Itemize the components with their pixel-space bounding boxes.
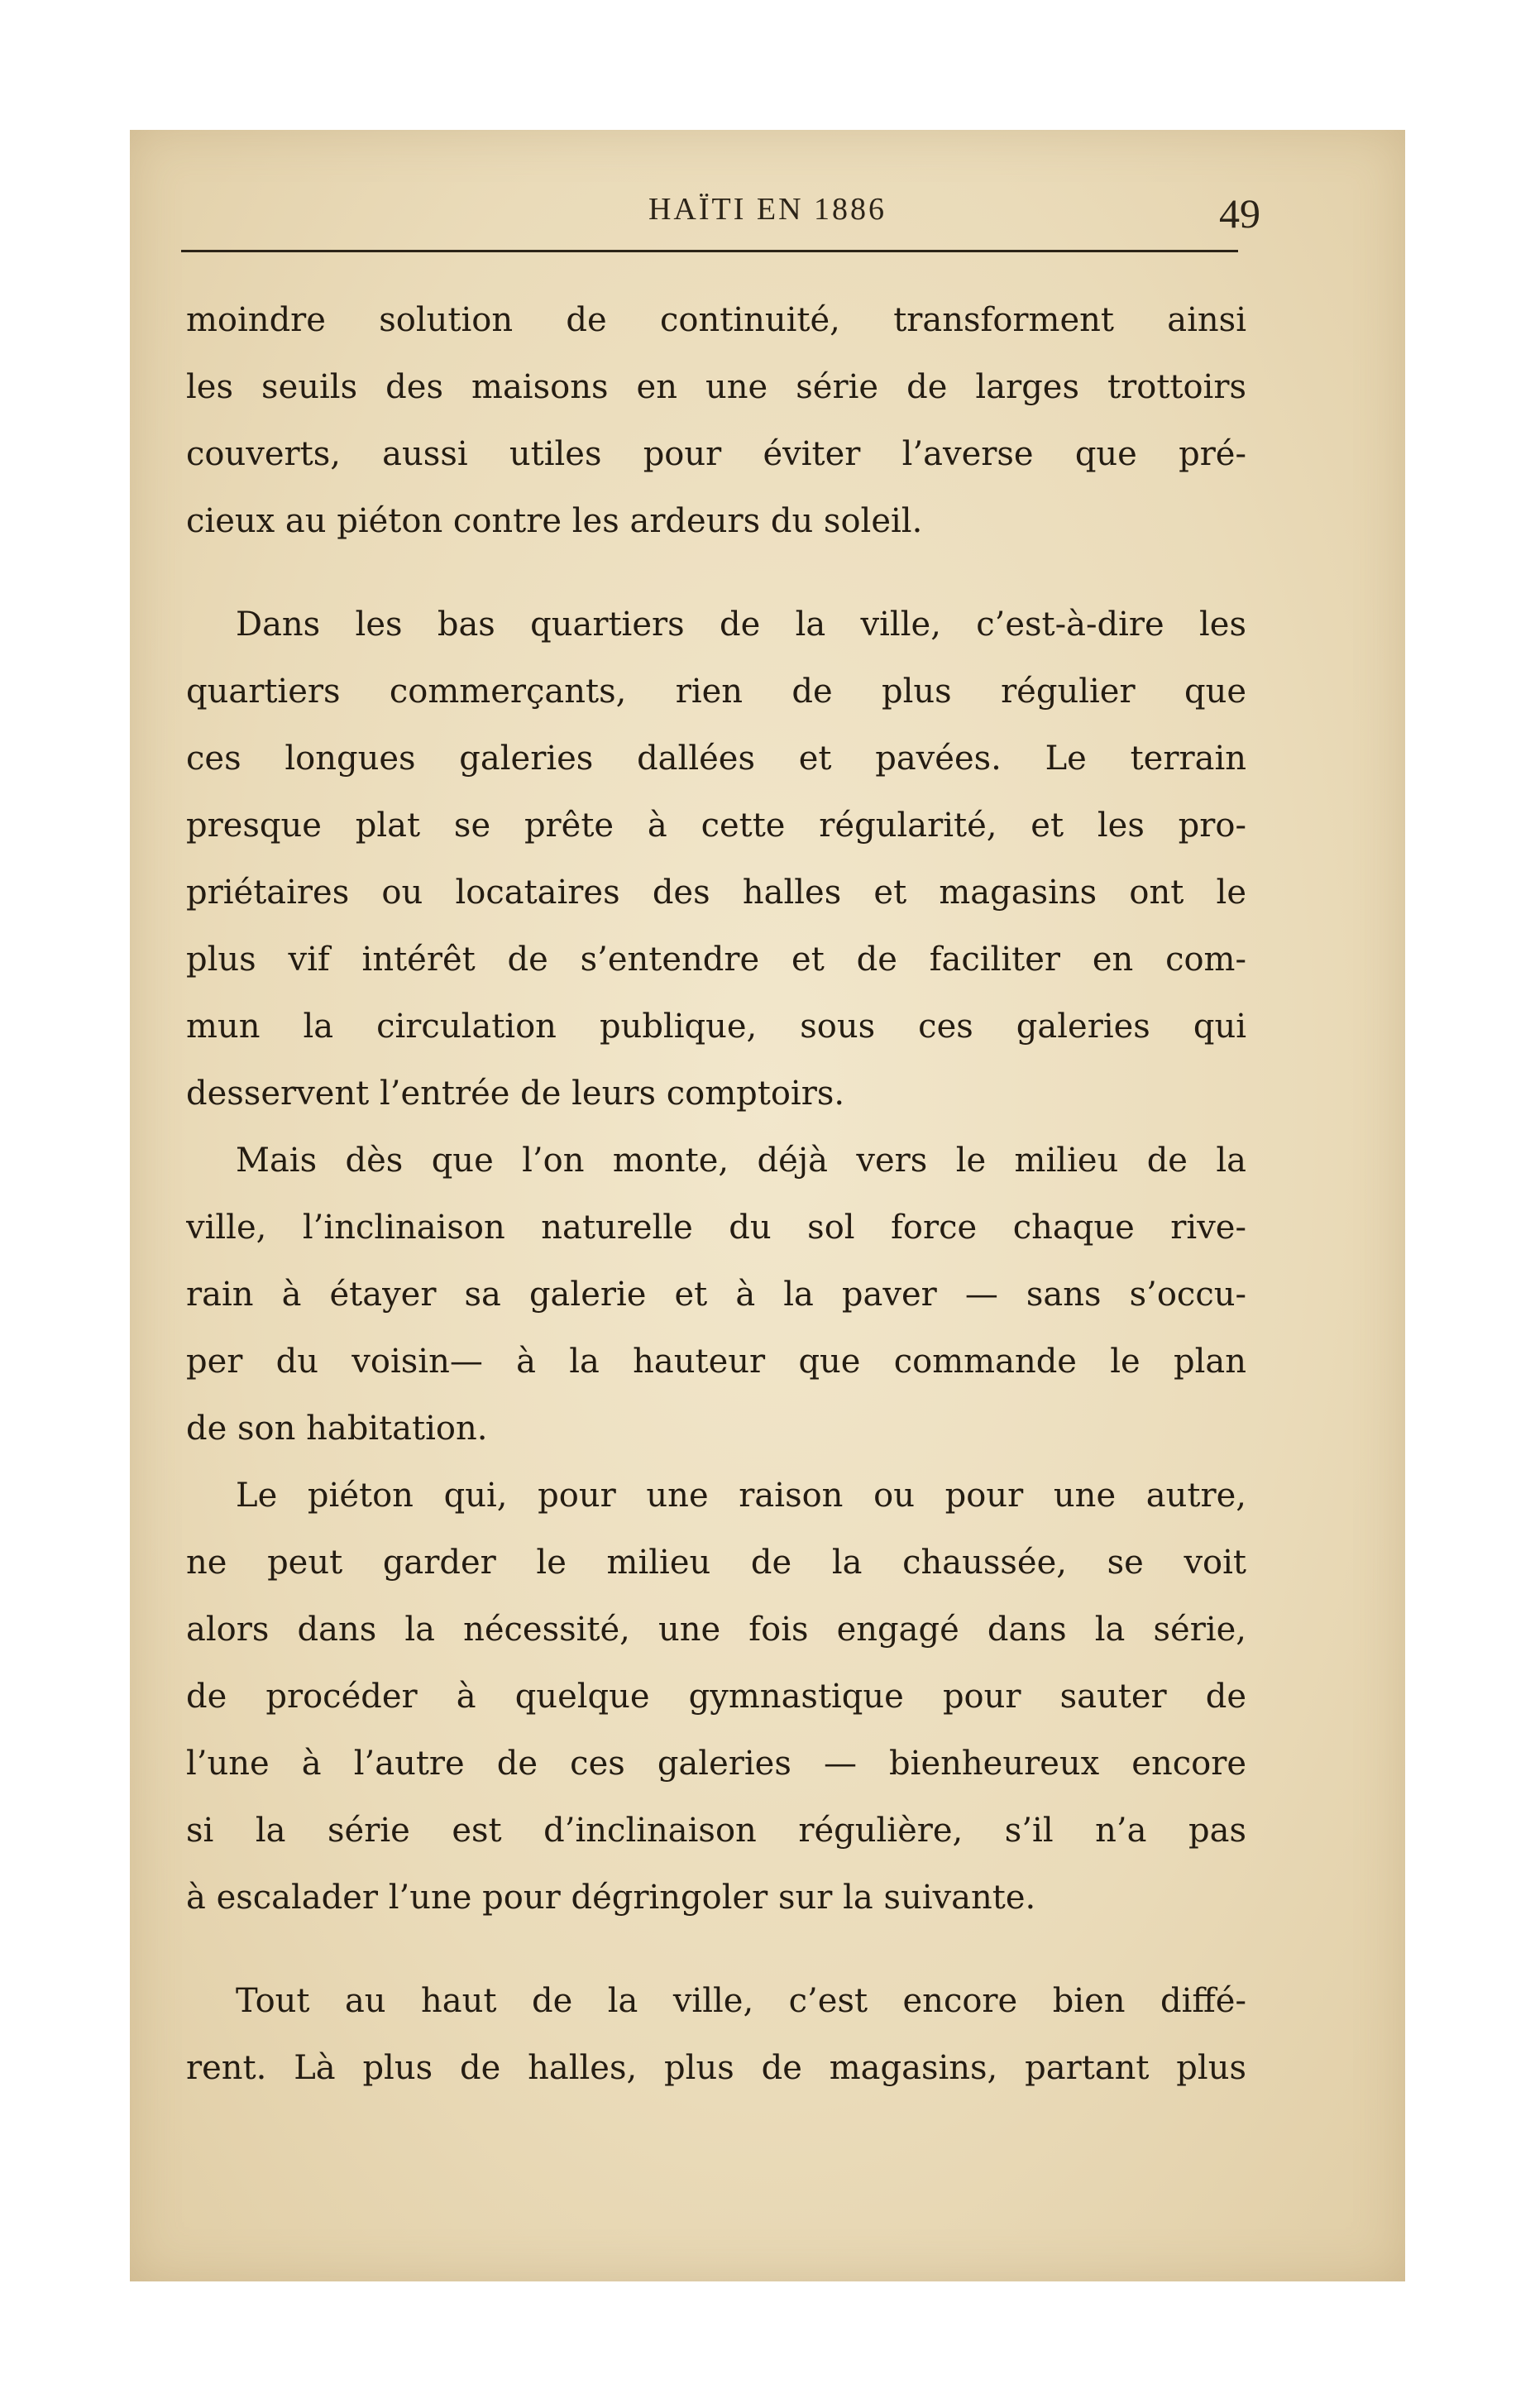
text-line: Dans les bas quartiers de la ville, c’est-à-dire les bbox=[236, 606, 1246, 644]
text-line: cieux au piéton contre les ardeurs du soleil. bbox=[186, 502, 923, 540]
text-line: plus vif intérêt de s’entendre et de faciliter en com- bbox=[186, 941, 1246, 979]
text-line: à escalader l’une pour dégringoler sur la suivante. bbox=[186, 1879, 1036, 1917]
body-text bbox=[186, 287, 1246, 2102]
text-line: desservent l’entrée de leurs comptoirs. bbox=[186, 1075, 845, 1113]
text-line: de son habitation. bbox=[186, 1410, 488, 1448]
running-title: HAÏTI EN 1886 bbox=[648, 192, 887, 227]
text-line: moindre solution de continuité, transforment ainsi bbox=[186, 301, 1246, 339]
paragraph-3 bbox=[186, 1127, 1246, 1463]
page-header bbox=[130, 180, 1405, 246]
text-line: couverts, aussi utiles pour éviter l’averse que pré- bbox=[186, 435, 1246, 473]
text-line: rain à étayer sa galerie et à la paver — sans s’occu- bbox=[186, 1276, 1246, 1314]
text-line: per du voisin— à la hauteur que commande le plan bbox=[186, 1343, 1246, 1381]
text-line: ne peut garder le milieu de la chaussée, se voit bbox=[186, 1544, 1246, 1582]
page-number: 49 bbox=[1219, 190, 1260, 237]
text-line: de procéder à quelque gymnastique pour sauter de bbox=[186, 1678, 1246, 1716]
text-line: l’une à l’autre de ces galeries — bienheureux encore bbox=[186, 1745, 1246, 1783]
text-line: Tout au haut de la ville, c’est encore bien diffé- bbox=[236, 1982, 1246, 2020]
text-line: Mais dès que l’on monte, déjà vers le milieu de la bbox=[236, 1142, 1246, 1180]
text-line: ville, l’inclinaison naturelle du sol force chaque rive- bbox=[186, 1209, 1246, 1247]
text-line: ces longues galeries dallées et pavées. Le terrain bbox=[186, 740, 1246, 778]
text-line: quartiers commerçants, rien de plus régulier que bbox=[186, 673, 1246, 711]
paragraph-4 bbox=[186, 1463, 1246, 1932]
text-line: si la série est d’inclinaison régulière, s’il n’a pas bbox=[186, 1812, 1246, 1850]
paragraph-5 bbox=[186, 1968, 1246, 2102]
text-line: rent. Là plus de halles, plus de magasins, partant plus bbox=[186, 2049, 1246, 2087]
text-line: Le piéton qui, pour une raison ou pour une autre, bbox=[236, 1477, 1246, 1515]
paragraph-2 bbox=[186, 591, 1246, 1127]
text-line: les seuils des maisons en une série de larges trottoirs bbox=[186, 368, 1246, 406]
paragraph-1 bbox=[186, 287, 1246, 555]
header-rule bbox=[181, 250, 1238, 252]
text-line: priétaires ou locataires des halles et magasins ont le bbox=[186, 874, 1246, 912]
text-line: alors dans la nécessité, une fois engagé dans la série, bbox=[186, 1611, 1246, 1649]
book-page bbox=[130, 130, 1405, 2281]
text-line: presque plat se prête à cette régularité, et les pro- bbox=[186, 807, 1246, 845]
text-line: mun la circulation publique, sous ces galeries qui bbox=[186, 1008, 1246, 1046]
